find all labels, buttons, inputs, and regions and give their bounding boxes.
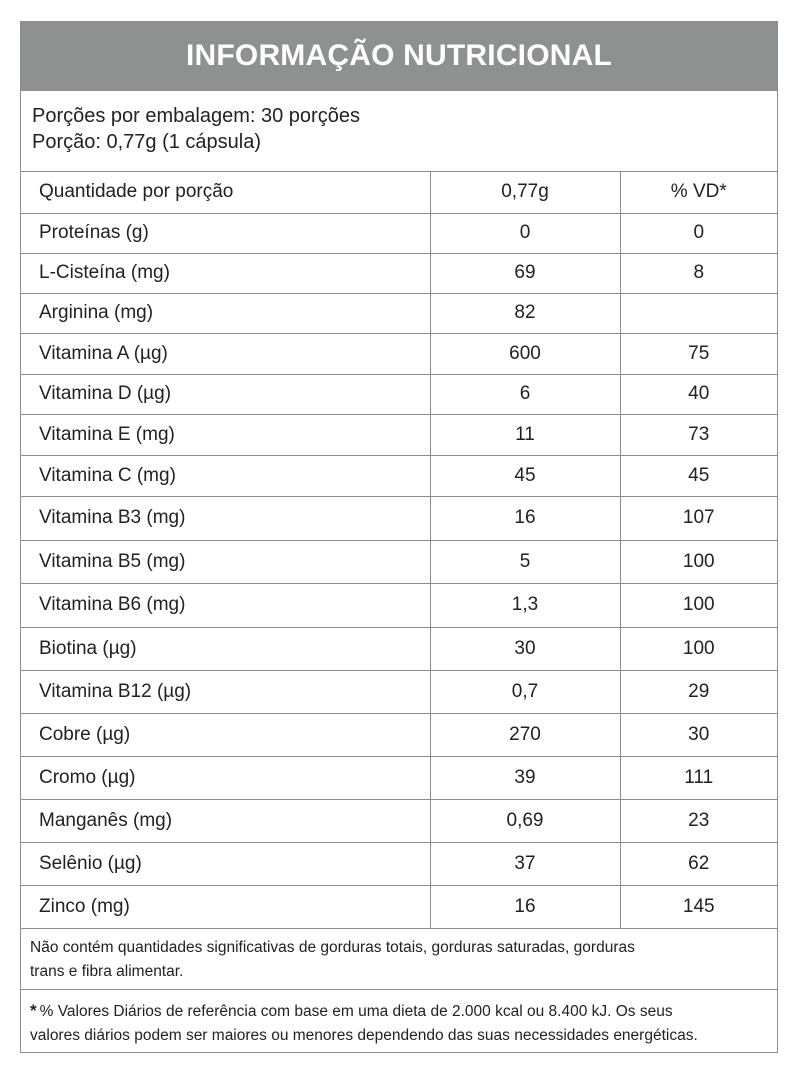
nutrient-name: Cobre (µg) — [21, 713, 430, 756]
nutrient-dv: 0 — [620, 213, 777, 253]
table-row — [21, 374, 777, 414]
nutrient-name: Vitamina E (mg) — [21, 414, 430, 455]
nutrient-dv: 23 — [620, 799, 777, 842]
nutrient-amount: 16 — [430, 496, 620, 540]
dv-footnote — [21, 990, 777, 1052]
nutrient-amount: 82 — [430, 293, 620, 333]
nutrient-name: Biotina (µg) — [21, 627, 430, 670]
nutrient-dv: 73 — [620, 414, 777, 455]
table-header-row — [21, 172, 777, 213]
nutrient-dv: 100 — [620, 583, 777, 627]
table-row — [21, 414, 777, 455]
nutrient-name: Vitamina D (µg) — [21, 374, 430, 414]
serving-info — [21, 91, 777, 172]
serving-size: Porção: 0,77g (1 cápsula) — [32, 131, 262, 153]
nutrient-amount: 30 — [430, 627, 620, 670]
footnote-marker: * — [30, 1000, 37, 1020]
nutrient-amount: 5 — [430, 540, 620, 583]
nutrient-dv: 100 — [620, 627, 777, 670]
nutrient-dv: 29 — [620, 670, 777, 713]
nutrient-name: Zinco (mg) — [21, 885, 430, 928]
nutrient-dv — [620, 293, 777, 333]
table-row — [21, 540, 777, 583]
note-line-1: Não contém quantidades significativas de gorduras totais, gorduras saturadas, gorduras — [30, 938, 635, 956]
nutrition-facts-panel — [20, 21, 778, 1053]
table-row — [21, 842, 777, 885]
table-row — [21, 333, 777, 374]
header-amount: 0,77g — [430, 172, 620, 213]
header-dv: % VD* — [620, 172, 777, 213]
nutrient-amount: 69 — [430, 253, 620, 293]
nutrient-name: Vitamina C (mg) — [21, 455, 430, 496]
table-row — [21, 799, 777, 842]
nutrient-amount: 37 — [430, 842, 620, 885]
footnote-line-1: % Valores Diários de referência com base em uma dieta de 2.000 kcal ou 8.400 kJ. Os seus — [39, 1002, 673, 1020]
nutrient-name: Arginina (mg) — [21, 293, 430, 333]
nutrition-title: INFORMAÇÃO NUTRICIONAL — [185, 39, 613, 72]
nutrient-amount: 0,69 — [430, 799, 620, 842]
table-row — [21, 756, 777, 799]
nutrient-dv: 107 — [620, 496, 777, 540]
note-line-2: trans e fibra alimentar. — [30, 962, 184, 980]
nutrient-name: Vitamina A (µg) — [21, 333, 430, 374]
nutrient-dv: 8 — [620, 253, 777, 293]
nutrient-amount: 11 — [430, 414, 620, 455]
nutrient-amount: 270 — [430, 713, 620, 756]
table-row — [21, 253, 777, 293]
nutrient-name: Manganês (mg) — [21, 799, 430, 842]
nutrient-amount: 0 — [430, 213, 620, 253]
nutrient-amount: 6 — [430, 374, 620, 414]
header-label: Quantidade por porção — [21, 172, 430, 213]
nutrient-amount: 0,7 — [430, 670, 620, 713]
table-row — [21, 213, 777, 253]
nutrient-name: Selênio (µg) — [21, 842, 430, 885]
nutrient-amount: 39 — [430, 756, 620, 799]
nutrient-dv: 30 — [620, 713, 777, 756]
nutrient-dv: 100 — [620, 540, 777, 583]
nutrient-dv: 40 — [620, 374, 777, 414]
nutrient-amount: 45 — [430, 455, 620, 496]
table-row — [21, 583, 777, 627]
nutrient-name: Vitamina B6 (mg) — [21, 583, 430, 627]
nutrient-name: Cromo (µg) — [21, 756, 430, 799]
table-row — [21, 455, 777, 496]
nutrient-name: Vitamina B12 (µg) — [21, 670, 430, 713]
nutrient-amount: 600 — [430, 333, 620, 374]
insignificant-note — [21, 929, 777, 990]
servings-per-package: Porções por embalagem: 30 porções — [32, 105, 360, 127]
nutrient-table — [21, 172, 777, 929]
nutrient-name: Proteínas (g) — [21, 213, 430, 253]
nutrient-dv: 75 — [620, 333, 777, 374]
nutrient-dv: 45 — [620, 455, 777, 496]
nutrient-dv: 111 — [620, 756, 777, 799]
table-row — [21, 885, 777, 928]
table-row — [21, 293, 777, 333]
nutrient-name: L-Cisteína (mg) — [21, 253, 430, 293]
table-row — [21, 496, 777, 540]
nutrition-header — [21, 22, 777, 91]
table-row — [21, 627, 777, 670]
footnote-line-2: valores diários podem ser maiores ou menores dependendo das suas necessidades energéticas. — [30, 1026, 698, 1044]
nutrient-amount: 16 — [430, 885, 620, 928]
nutrient-dv: 62 — [620, 842, 777, 885]
nutrient-name: Vitamina B3 (mg) — [21, 496, 430, 540]
nutrient-name: Vitamina B5 (mg) — [21, 540, 430, 583]
table-row — [21, 670, 777, 713]
nutrient-dv: 145 — [620, 885, 777, 928]
table-row — [21, 713, 777, 756]
nutrient-amount: 1,3 — [430, 583, 620, 627]
